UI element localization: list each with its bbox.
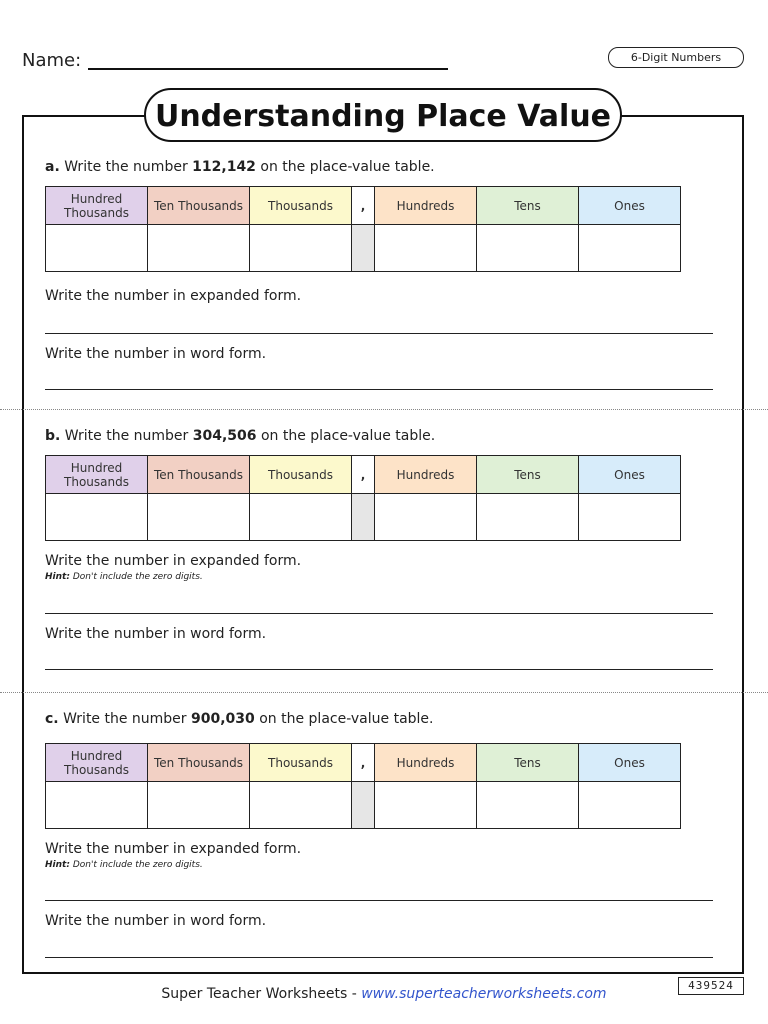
header-hundred-thousands: Hundred Thousands: [46, 744, 148, 782]
header-ten-thousands: Ten Thousands: [148, 187, 250, 225]
prompt-after: on the place-value table.: [260, 428, 436, 444]
frame-top-left: [22, 115, 146, 117]
answer-cell[interactable]: [579, 494, 681, 541]
problem-number: 304,506: [192, 428, 257, 444]
expanded-form-label: Write the number in expanded form.: [45, 553, 302, 569]
problem-a-prompt: [45, 159, 435, 175]
expanded-form-line[interactable]: [45, 900, 713, 901]
problem-number: 112,142: [192, 159, 256, 175]
frame-top-right: [620, 115, 744, 117]
prompt-before: Write the number: [63, 711, 187, 727]
answer-cell[interactable]: [46, 494, 148, 541]
expanded-form-label: Write the number in expanded form.: [45, 288, 302, 304]
header-tens: Tens: [477, 456, 579, 494]
header-ones: Ones: [579, 744, 681, 782]
answer-cell[interactable]: [250, 494, 352, 541]
word-form-line[interactable]: [45, 389, 713, 390]
hint-label: Hint:: [45, 860, 70, 870]
section-divider: [0, 692, 768, 693]
answer-cell[interactable]: [477, 225, 579, 272]
prompt-before: Write the number: [64, 159, 188, 175]
answer-cell[interactable]: [148, 494, 250, 541]
prompt-before: Write the number: [64, 428, 189, 444]
header-tens: Tens: [477, 744, 579, 782]
problem-letter: a.: [45, 159, 60, 175]
header-comma: ,: [352, 456, 375, 494]
header-hundred-thousands: Hundred Thousands: [46, 456, 148, 494]
answer-cell[interactable]: [46, 225, 148, 272]
hint-body: Don't include the zero digits.: [72, 860, 203, 870]
word-form-line[interactable]: [45, 669, 713, 670]
expanded-form-label: Write the number in expanded form.: [45, 841, 302, 857]
answer-cell[interactable]: [250, 782, 352, 829]
answer-cell[interactable]: [46, 782, 148, 829]
problem-letter: b.: [45, 428, 61, 444]
header-comma: ,: [352, 187, 375, 225]
header-thousands: Thousands: [250, 744, 352, 782]
answer-cell[interactable]: [579, 782, 681, 829]
word-form-line[interactable]: [45, 957, 713, 958]
worksheet-code: 439524: [678, 977, 744, 995]
answer-cell[interactable]: [148, 782, 250, 829]
problem-number: 900,030: [191, 711, 255, 727]
name-write-line[interactable]: [88, 68, 448, 70]
hint-text: [45, 572, 203, 582]
answer-cell[interactable]: [477, 782, 579, 829]
header-hundreds: Hundreds: [375, 187, 477, 225]
answer-cell[interactable]: [250, 225, 352, 272]
prompt-after: on the place-value table.: [259, 711, 434, 727]
footer: [0, 986, 768, 1002]
hint-text: [45, 860, 203, 870]
header-hundreds: Hundreds: [375, 744, 477, 782]
place-value-table-a: [45, 186, 681, 272]
problem-letter: c.: [45, 711, 59, 727]
answer-cell[interactable]: [148, 225, 250, 272]
header-hundred-thousands: Hundred Thousands: [46, 187, 148, 225]
header-ones: Ones: [579, 187, 681, 225]
header-tens: Tens: [477, 187, 579, 225]
header-thousands: Thousands: [250, 187, 352, 225]
section-divider: [0, 409, 768, 410]
expanded-form-line[interactable]: [45, 333, 713, 334]
answer-cell[interactable]: [579, 225, 681, 272]
name-label: Name:: [22, 50, 82, 71]
topic-badge: 6-Digit Numbers: [608, 47, 744, 68]
prompt-after: on the place-value table.: [260, 159, 435, 175]
header-hundreds: Hundreds: [375, 456, 477, 494]
problem-b-prompt: [45, 428, 435, 444]
answer-cell[interactable]: [477, 494, 579, 541]
comma-blank-cell: [352, 782, 375, 829]
header-ten-thousands: Ten Thousands: [148, 456, 250, 494]
comma-blank-cell: [352, 494, 375, 541]
word-form-label: Write the number in word form.: [45, 346, 267, 362]
problem-c-prompt: [45, 711, 434, 727]
header-ones: Ones: [579, 456, 681, 494]
place-value-table-c: [45, 743, 681, 829]
answer-cell[interactable]: [375, 494, 477, 541]
hint-label: Hint:: [45, 572, 70, 582]
header-thousands: Thousands: [250, 456, 352, 494]
footer-brand: Super Teacher Worksheets -: [161, 986, 362, 1002]
answer-cell[interactable]: [375, 225, 477, 272]
place-value-table-b: [45, 455, 681, 541]
comma-blank-cell: [352, 225, 375, 272]
hint-body: Don't include the zero digits.: [72, 572, 203, 582]
expanded-form-line[interactable]: [45, 613, 713, 614]
answer-cell[interactable]: [375, 782, 477, 829]
word-form-label: Write the number in word form.: [45, 913, 267, 929]
footer-url-link[interactable]: www.superteacherworksheets.com: [361, 986, 607, 1002]
page-title: Understanding Place Value: [144, 88, 622, 142]
header-comma: ,: [352, 744, 375, 782]
word-form-label: Write the number in word form.: [45, 626, 267, 642]
header-ten-thousands: Ten Thousands: [148, 744, 250, 782]
